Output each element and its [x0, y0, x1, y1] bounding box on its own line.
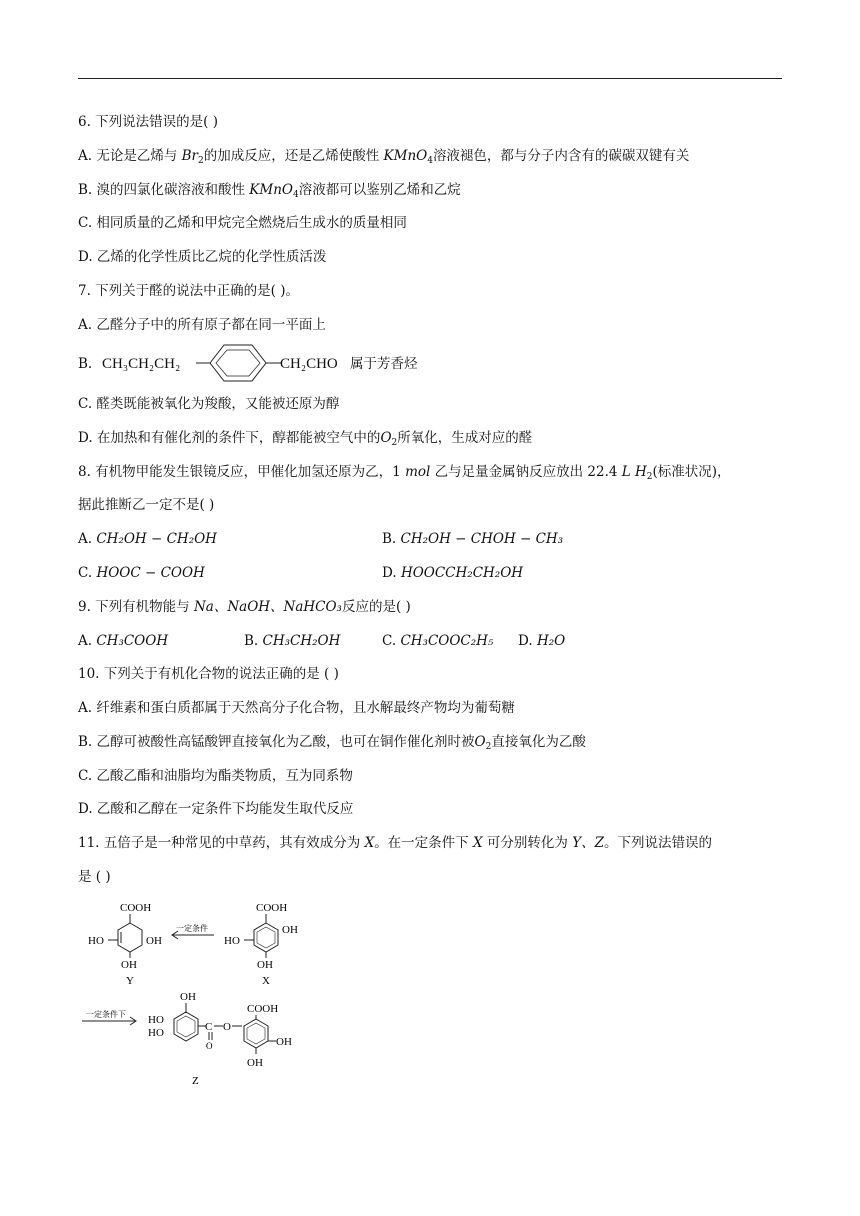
svg-text:OH: OH — [121, 959, 137, 971]
benzene-ring-icon — [196, 340, 286, 386]
svg-text:一定条件: 一定条件 — [176, 924, 208, 933]
q8-option-b: B. CH₂OH − CHOH − CH₃ — [382, 531, 564, 547]
svg-text:OH: OH — [247, 1057, 263, 1069]
molecule-x — [224, 902, 298, 987]
reaction-x-to-y-diagram — [80, 895, 320, 990]
q11-stem-line2: 是 ( ) — [78, 869, 111, 885]
q9-option-b: B. CH₃CH₂OH — [244, 633, 341, 649]
q8-option-a: A. CH₂OH − CH₂OH — [78, 531, 217, 547]
molecule-z — [148, 991, 292, 1087]
molecule-y — [88, 902, 162, 987]
q6-option-d: D. 乙烯的化学性质比乙烷的化学性质活泼 — [78, 249, 327, 265]
svg-text:Z: Z — [192, 1075, 199, 1087]
svg-text:OH: OH — [282, 924, 298, 936]
svg-text:COOH: COOH — [247, 1003, 279, 1015]
svg-text:HO: HO — [148, 1014, 164, 1026]
q10-stem: 10. 下列关于有机化合物的说法正确的是 ( ) — [78, 666, 339, 682]
q6-stem: 6. 下列说法错误的是( ) — [78, 114, 218, 130]
svg-text:COOH: COOH — [120, 902, 152, 914]
q6-option-c: C. 相同质量的乙烯和甲烷完全燃烧后生成水的质量相同 — [78, 215, 407, 231]
svg-text:OH: OH — [146, 935, 162, 947]
svg-text:C: C — [205, 1021, 213, 1033]
q9-option-a: A. CH₃COOH — [78, 633, 169, 649]
q9-stem: 9. 下列有机物能与 Na、NaOH、NaHCO₃反应的是( ) — [78, 599, 411, 615]
q7-option-a: A. 乙醛分子中的所有原子都在同一平面上 — [78, 317, 326, 333]
q6-option-b: B. 溴的四氯化碳溶液和酸性 KMnO$_4$溶液都可以鉴别乙烯和乙烷 — [78, 182, 461, 200]
q11-stem: 11. 五倍子是一种常见的中草药，其有效成分为 X。在一定条件下 X 可分别转化为 Y、Z。下列说法错误的 — [78, 835, 712, 851]
reaction-x-to-z-diagram — [80, 990, 330, 1090]
svg-text:OH: OH — [180, 991, 196, 1003]
svg-text:Y: Y — [126, 975, 134, 987]
svg-text:O: O — [223, 1021, 231, 1033]
header-rule — [78, 78, 782, 79]
q10-option-a: A. 纤维素和蛋白质都属于天然高分子化合物，且水解最终产物均为葡萄糖 — [78, 700, 515, 716]
q7-option-b-label: B. — [78, 356, 93, 372]
svg-text:OH: OH — [257, 959, 273, 971]
q8-option-d: D. HOOCCH₂CH₂OH — [382, 565, 524, 581]
q10-option-d: D. 乙酸和乙醇在一定条件下均能发生取代反应 — [78, 801, 354, 817]
svg-text:X: X — [262, 975, 270, 987]
svg-text:OH: OH — [276, 1036, 292, 1048]
svg-text:HO: HO — [224, 935, 240, 947]
arrow-x-to-z — [82, 1009, 136, 1025]
q7-option-d: D. 在加热和有催化剂的条件下，醇都能被空气中的$O_2$所氧化，生成对应的醛 — [78, 430, 533, 448]
q8-stem: 8. 有机物甲能发生银镜反应，甲催化加氢还原为乙，1 mol 乙与足量金属钠反应放出 22.4 L $H_2$(标准状况)， — [78, 464, 731, 482]
q7-option-b-left: CH₃CH₂CH₂ — [102, 356, 181, 372]
q7-option-b-right: CH₂CHO — [280, 356, 338, 372]
q7-stem: 7. 下列关于醛的说法中正确的是( )。 — [78, 283, 299, 299]
svg-text:一定条件下: 一定条件下 — [86, 1010, 126, 1019]
q9-option-c: C. CH₃COOC₂H₅ — [382, 633, 494, 649]
svg-text:COOH: COOH — [256, 902, 288, 914]
q8-option-c: C. HOOC − COOH — [78, 565, 205, 581]
q10-option-c: C. 乙酸乙酯和油脂均为酯类物质，互为同系物 — [78, 768, 353, 784]
svg-text:HO: HO — [88, 935, 104, 947]
q10-option-b: B. 乙醇可被酸性高锰酸钾直接氧化为乙酸，也可在铜作催化剂时被$O_2$直接氧化为乙酸 — [78, 734, 586, 752]
arrow-x-to-y — [172, 923, 214, 939]
svg-text:O: O — [206, 1041, 213, 1051]
q7-option-c: C. 醛类既能被氧化为羧酸，又能被还原为醇 — [78, 396, 340, 412]
q8-stem-line2: 据此推断乙一定不是( ) — [78, 497, 215, 513]
q6-option-a: A. 无论是乙烯与 $Br_2$的加成反应，还是乙烯使酸性 KMnO$_4$溶液褪色，都与分子内含有的碳碳双键有关 — [78, 148, 690, 166]
svg-text:HO: HO — [148, 1027, 164, 1039]
q7-option-b-text: 属于芳香烃 — [350, 356, 418, 372]
q9-option-d: D. H₂O — [518, 633, 566, 649]
